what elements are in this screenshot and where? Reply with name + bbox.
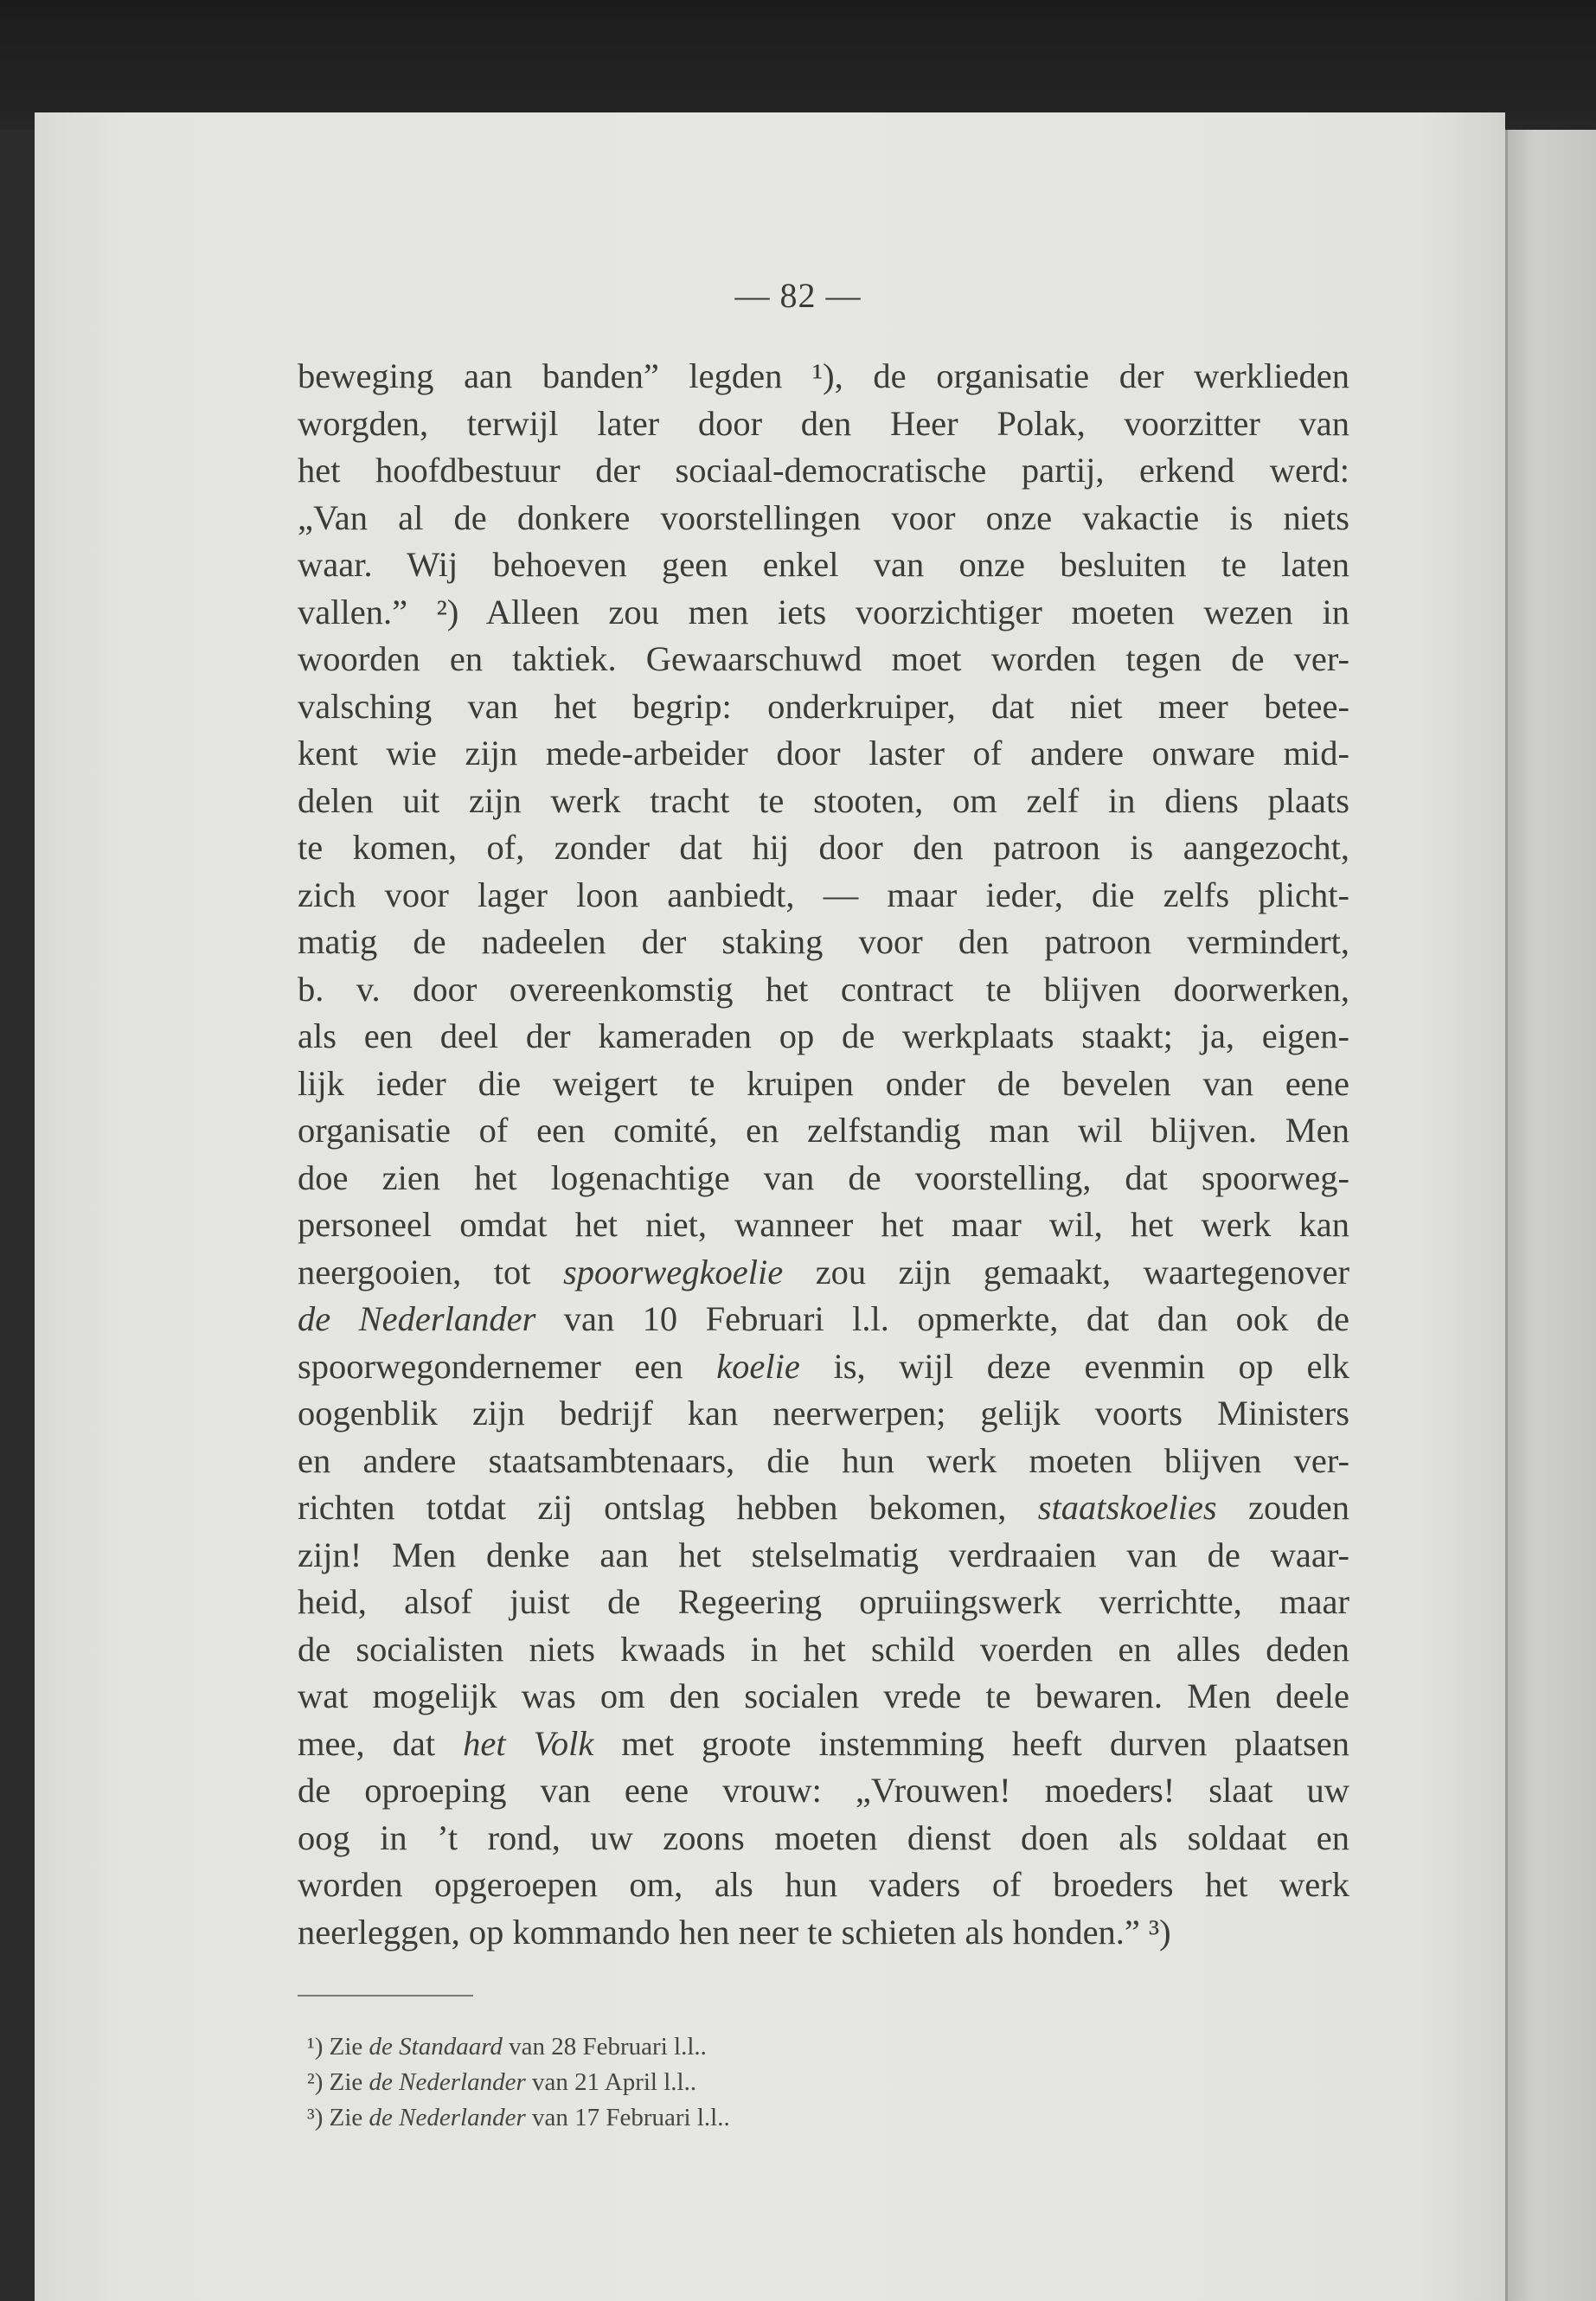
text-line: organisatie of een comité, en zelfstandig man wil blijven. Men xyxy=(298,1111,1349,1150)
text-line: en andere staatsambtenaars, die hun werk moeten blijven ver- xyxy=(298,1440,1349,1480)
italic-title: koelie xyxy=(716,1346,800,1386)
text-line: oog in ’t rond, uw zoons moeten dienst doen als soldaat en xyxy=(298,1817,1349,1857)
footnote-source: de Standaard xyxy=(369,2033,503,2061)
text-line: worden opgeroepen om, als hun vaders of broeders het werk xyxy=(298,1865,1349,1904)
scan-top-band xyxy=(0,0,1596,130)
text-line: doe zien het logenachtige van de voorstelling, dat spoorweg- xyxy=(298,1157,1349,1197)
text-line: heid, alsof juist de Regeering opruiingswerk verrichtte, maar xyxy=(298,1582,1349,1621)
footnote-marker: ³) xyxy=(307,2104,324,2131)
footnote-item xyxy=(307,2065,730,2100)
text-line: delen uit zijn werk tracht te stooten, om zelf in diens plaats xyxy=(298,780,1349,820)
body-text xyxy=(298,353,1349,1956)
text-line: matig de nadeelen der staking voor den patroon vermindert, xyxy=(298,922,1349,961)
text-line: zich voor lager loon aanbiedt, — maar ieder, die zelfs plicht- xyxy=(298,875,1349,914)
text-line: te komen, of, zonder dat hij door den patroon is aangezocht, xyxy=(298,828,1349,867)
text-segment: zouden xyxy=(1216,1488,1349,1527)
text-line: kent wie zijn mede-arbeider door laster of andere onware mid- xyxy=(298,734,1349,772)
footnote-text: van 17 Februari l.l.. xyxy=(525,2104,730,2131)
footnote-marker: ¹) xyxy=(307,2033,324,2061)
text-line: valsching van het begrip: onderkruiper, dat niet meer betee- xyxy=(298,686,1349,726)
text-line: de oproeping van eene vrouw: „Vrouwen! moeders! slaat uw xyxy=(298,1771,1349,1810)
facing-page-edge xyxy=(1505,130,1596,2301)
footnote-divider xyxy=(298,1995,473,1997)
text-line xyxy=(298,1296,1349,1343)
text-segment: is, wijl deze evenmin op elk xyxy=(799,1346,1349,1386)
footnote-text: Zie xyxy=(329,2068,369,2096)
text-line: woorden en taktiek. Gewaarschuwd moet worden tegen de ver- xyxy=(298,639,1349,678)
text-line: oogenblik zijn bedrijf kan neerwerpen; gelijk voorts Ministers xyxy=(298,1394,1349,1433)
italic-title: staatskoelies xyxy=(1037,1488,1217,1527)
text-line: beweging aan banden” legden ¹), de organisatie der werklieden xyxy=(298,356,1349,395)
text-segment: van 10 Februari l.l. opmerkte, dat dan ook de xyxy=(535,1299,1349,1338)
text-line: als een deel der kameraden op de werkplaats staakt; ja, eigen- xyxy=(298,1016,1349,1055)
text-line: b. v. door overeenkomstig het contract te blijven doorwerken, xyxy=(298,969,1349,1009)
text-line: het hoofdbestuur der sociaal-democratische partij, erkend werd: xyxy=(298,451,1349,490)
text-segment: met groote instemming heeft durven plaatsen xyxy=(593,1723,1349,1763)
text-line: neerleggen, op kommando hen neer te schieten als honden.” ³) xyxy=(298,1912,1171,1952)
text-segment: neergooien, tot xyxy=(298,1252,564,1292)
footnotes xyxy=(307,2029,730,2136)
footnote-text: Zie xyxy=(329,2033,369,2061)
text-line: zijn! Men denke aan het stelselmatig verdraaien van de waar- xyxy=(298,1535,1349,1574)
text-line: de socialisten niets kwaads in het schild voerden en alles deden xyxy=(298,1629,1349,1669)
footnote-marker: ²) xyxy=(307,2068,324,2096)
footnote-text: van 21 April l.l.. xyxy=(525,2068,697,2096)
text-segment: spoorwegondernemer een xyxy=(298,1346,717,1386)
text-line: „Van al de donkere voorstellingen voor onze vakactie is niets xyxy=(298,497,1349,537)
footnote-item xyxy=(307,2029,730,2065)
text-line: lijk ieder die weigert te kruipen onder de bevelen van eene xyxy=(298,1063,1349,1103)
footnote-text: Zie xyxy=(329,2104,369,2131)
text-line xyxy=(298,1343,1349,1391)
italic-title: de Nederlander xyxy=(298,1299,536,1338)
text-line xyxy=(298,1484,1349,1532)
text-line: waar. Wij behoeven geen enkel van onze besluiten te laten xyxy=(298,545,1349,584)
text-line: vallen.” ²) Alleen zou men iets voorzichtiger moeten wezen in xyxy=(298,592,1349,631)
text-line xyxy=(298,1249,1349,1297)
footnote-source: de Nederlander xyxy=(369,2104,526,2131)
page-number: — 82 — xyxy=(734,276,862,315)
text-line xyxy=(298,1721,1349,1768)
text-line: wat mogelijk was om den socialen vrede te bewaren. Men deele xyxy=(298,1676,1349,1715)
text-segment: zou zijn gemaakt, waartegenover xyxy=(783,1252,1349,1292)
text-segment: richten totdat zij ontslag hebben bekomen, xyxy=(298,1488,1038,1527)
text-segment: mee, dat xyxy=(298,1723,464,1763)
footnote-item xyxy=(307,2100,730,2136)
text-line: personeel omdat het niet, wanneer het maar wil, het werk kan xyxy=(298,1205,1349,1244)
footnote-source: de Nederlander xyxy=(369,2068,526,2096)
footnote-text: van 28 Februari l.l.. xyxy=(502,2033,707,2061)
italic-title: het Volk xyxy=(463,1723,594,1763)
text-line: worgden, terwijl later door den Heer Polak, voorzitter van xyxy=(298,403,1349,443)
italic-title: spoorwegkoelie xyxy=(563,1252,784,1292)
